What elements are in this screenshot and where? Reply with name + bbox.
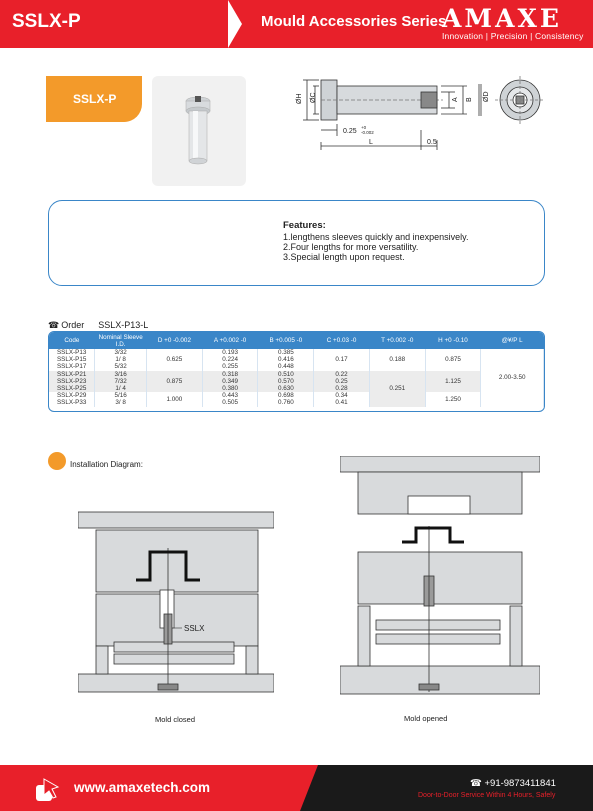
cell-d: 0.875: [147, 371, 203, 393]
cell-a: 0.255: [202, 363, 258, 370]
cell-code: SSLX-P25: [49, 385, 95, 392]
footer-dark-panel: [318, 765, 445, 811]
cell-t: 0.188: [369, 349, 425, 371]
cell-b: 0.698: [258, 392, 314, 399]
table-row: [49, 371, 544, 378]
product-code-title: SSLX-P: [12, 11, 81, 32]
cell-b: 0.510: [258, 371, 314, 378]
dim-d-label: ØD: [483, 91, 490, 102]
cell-c: 0.22: [314, 371, 370, 378]
mold-closed-caption: Mold closed: [155, 715, 196, 724]
col-header: B +0.005 -0: [258, 332, 314, 349]
cell-code: SSLX-P33: [49, 399, 95, 406]
cell-nominal: 7/32: [95, 378, 147, 385]
table-row: [49, 392, 544, 399]
dim-h-label: ØH: [296, 93, 303, 104]
phone-icon: ☎: [470, 778, 485, 789]
cell-nominal: 3/16: [95, 371, 147, 378]
product-image: [152, 76, 246, 186]
dim-05-label: 0.5: [427, 139, 437, 146]
cell-c: 0.34: [314, 392, 370, 399]
dim-t-label: 0.25: [343, 128, 357, 135]
cell-code: SSLX-P23: [49, 378, 95, 385]
cell-code: SSLX-P13: [49, 349, 95, 356]
brand-tagline: Innovation | Precision | Consistency: [442, 31, 584, 41]
cell-b: 0.630: [258, 385, 314, 392]
cell-a: 0.380: [202, 385, 258, 392]
col-header: C +0.03 -0: [314, 332, 370, 349]
header-divider-arrow: [228, 0, 242, 48]
feature-line: 2.Four lengths for more versatility.: [283, 242, 419, 252]
col-header: D +0 -0.002: [147, 332, 203, 349]
technical-drawing: [283, 70, 548, 160]
phone-number: +91-9873411841: [484, 778, 556, 789]
cell-code: SSLX-P21: [49, 371, 95, 378]
cell-nominal: 3/ 8: [95, 399, 147, 406]
dim-t-tol-dn: -0.002: [361, 130, 374, 135]
cell-c: 0.28: [314, 385, 370, 392]
cell-a: 0.193: [202, 349, 258, 356]
feature-line: 1.lengthens sleeves quickly and inexpensively.: [283, 232, 469, 242]
cell-h: 1.125: [425, 371, 481, 393]
col-header: H +0 -0.10: [425, 332, 481, 349]
brand-logo: AMAXE: [442, 4, 562, 33]
mold-opened-diagram: [340, 456, 540, 698]
spec-table: [48, 331, 545, 412]
cell-code: SSLX-P29: [49, 392, 95, 399]
cell-c: 0.25: [314, 378, 370, 385]
col-header: A +0.002 -0: [202, 332, 258, 349]
cell-a: 0.505: [202, 399, 258, 406]
cell-a: 0.224: [202, 356, 258, 363]
mold-closed-diagram: [78, 508, 274, 698]
sslx-part-label: SSLX: [184, 624, 205, 633]
cell-t: 0.251: [369, 371, 425, 407]
cell-nominal: 3/32: [95, 349, 147, 356]
order-label: Order: [61, 320, 85, 330]
footer-slant: [300, 765, 318, 811]
cell-code: SSLX-P15: [49, 356, 95, 363]
cell-l: 2.00-3.50: [481, 349, 544, 407]
dim-c-label: ØC: [310, 92, 317, 103]
cell-nominal: 1/ 8: [95, 356, 147, 363]
dim-b-label: B: [466, 97, 473, 102]
order-example: SSLX-P13-L: [98, 320, 149, 330]
cell-a: 0.318: [202, 371, 258, 378]
col-header: Code: [49, 332, 95, 349]
footer-tagline: Door-to-Door Service Within 4 Hours, Safely: [418, 792, 556, 799]
features-title: Features:: [283, 220, 326, 231]
cell-b: 0.448: [258, 363, 314, 370]
cell-code: SSLX-P17: [49, 363, 95, 370]
col-header: Nominal Sleeve I.D.: [95, 332, 147, 349]
series-title: Mould Accessories Series: [261, 13, 447, 30]
cell-a: 0.443: [202, 392, 258, 399]
phone-icon: ☎: [48, 320, 60, 330]
feature-line: 3.Special length upon request.: [283, 252, 405, 262]
cell-b: 0.416: [258, 356, 314, 363]
col-header: @¥/P L: [481, 332, 544, 349]
cell-b: 0.385: [258, 349, 314, 356]
footer-phone: [470, 778, 556, 789]
cell-nominal: 5/32: [95, 363, 147, 370]
col-header: T +0.002 -0: [369, 332, 425, 349]
cell-c: 0.17: [314, 349, 370, 371]
dim-a-label: A: [452, 97, 459, 102]
cell-nominal: 1/ 4: [95, 385, 147, 392]
cursor-click-icon: [34, 775, 62, 803]
cell-c: 0.41: [314, 399, 370, 406]
installation-icon: [48, 452, 66, 470]
dim-l-label: L: [369, 139, 373, 146]
cell-b: 0.570: [258, 378, 314, 385]
cell-h: 0.875: [425, 349, 481, 371]
order-line: [48, 320, 148, 331]
installation-label: Installation Diagram:: [70, 460, 143, 469]
website-link[interactable]: www.amaxetech.com: [74, 780, 211, 795]
cell-b: 0.760: [258, 399, 314, 406]
cell-a: 0.349: [202, 378, 258, 385]
product-tag-label: SSLX-P: [73, 92, 117, 106]
cell-d: 0.625: [147, 349, 203, 371]
mold-opened-caption: Mold opened: [404, 714, 448, 723]
cell-d: 1.000: [147, 392, 203, 406]
cell-h: 1.250: [425, 392, 481, 406]
dim-t-tol-up: +0: [361, 125, 367, 130]
table-row: [49, 349, 544, 356]
cell-nominal: 5/16: [95, 392, 147, 399]
